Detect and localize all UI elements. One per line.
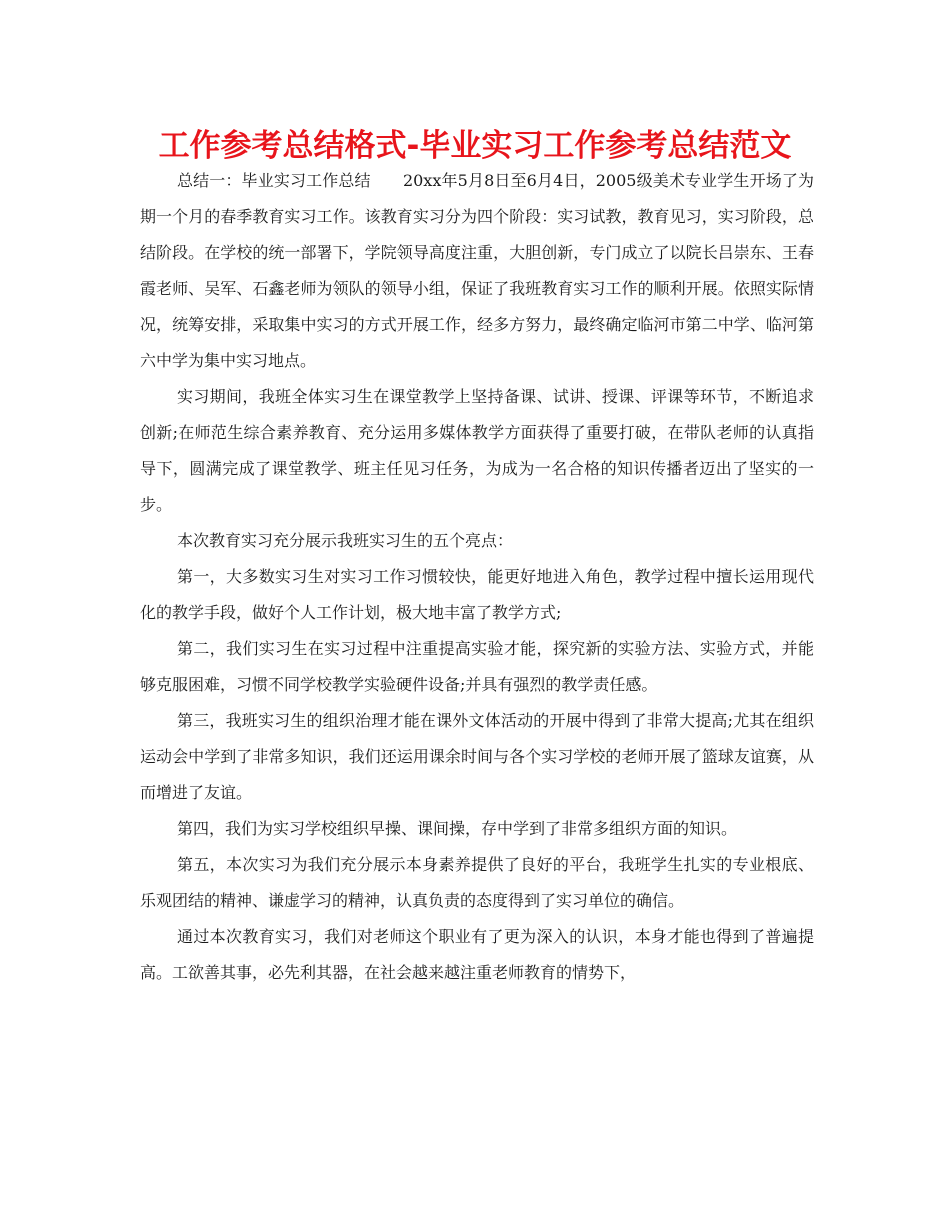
page-title: 工作参考总结格式-毕业实习工作参考总结范文 [158,128,792,164]
paragraph: 第三，我班实习生的组织治理才能在课外文体活动的开展中得到了非常大提高;尤其在组织运动会中学到了非常多知识，我们还运用课余时间与各个实习学校的老师开展了篮球友谊赛，从而增进了友谊。 [140,711,814,802]
paragraph: 本次教育实习充分展示我班实习生的五个亮点： [177,531,514,550]
paragraph: 总结一：毕业实习工作总结 20xx年5月8日至6月4日，2005级美术专业学生开场了为期一个月的春季教育实习工作。该教育实习分为四个阶段：实习试教，教育见习，实习阶段，总结阶段。在学校的统一部署下，学院领导高度注重，大胆创新，专门成立了以院长吕崇东、王春霞老师、吴军、石鑫老师为领队的领导小组，保证了我班教育实习工作的顺利开展。依照实际情况，统筹安排，采取集中实习的方式开展工作，经多方努力，最终确定临河市第二中学、临河第六中学为集中实习地点。 [140,171,814,370]
paragraph: 第五，本次实习为我们充分展示本身素养提供了良好的平台，我班学生扎实的专业根底、乐观团结的精神、谦虚学习的精神，认真负责的态度得到了实习单位的确信。 [140,855,814,910]
paragraph: 第二，我们实习生在实习过程中注重提高实验才能，探究新的实验方法、实验方式，并能够克服困难，习惯不同学校教学实验硬件设备;并具有强烈的教学责任感。 [140,639,814,694]
paragraph: 第一，大多数实习生对实习工作习惯较快，能更好地进入角色，教学过程中擅长运用现代化的教学手段，做好个人工作计划，极大地丰富了教学方式; [140,567,814,622]
document-body [140,163,814,991]
paragraph: 通过本次教育实习，我们对老师这个职业有了更为深入的认识，本身才能也得到了普遍提高。工欲善其事，必先利其器，在社会越来越注重老师教育的情势下， [140,927,814,982]
paragraph: 实习期间，我班全体实习生在课堂教学上坚持备课、试讲、授课、评课等环节，不断追求创新;在师范生综合素养教育、充分运用多媒体教学方面获得了重要打破，在带队老师的认真指导下，圆满完成了课堂教学、班主任见习任务，为成为一名合格的知识传播者迈出了坚实的一步。 [140,387,814,514]
paragraph: 第四，我们为实习学校组织早操、课间操，存中学到了非常多组织方面的知识。 [177,819,738,838]
